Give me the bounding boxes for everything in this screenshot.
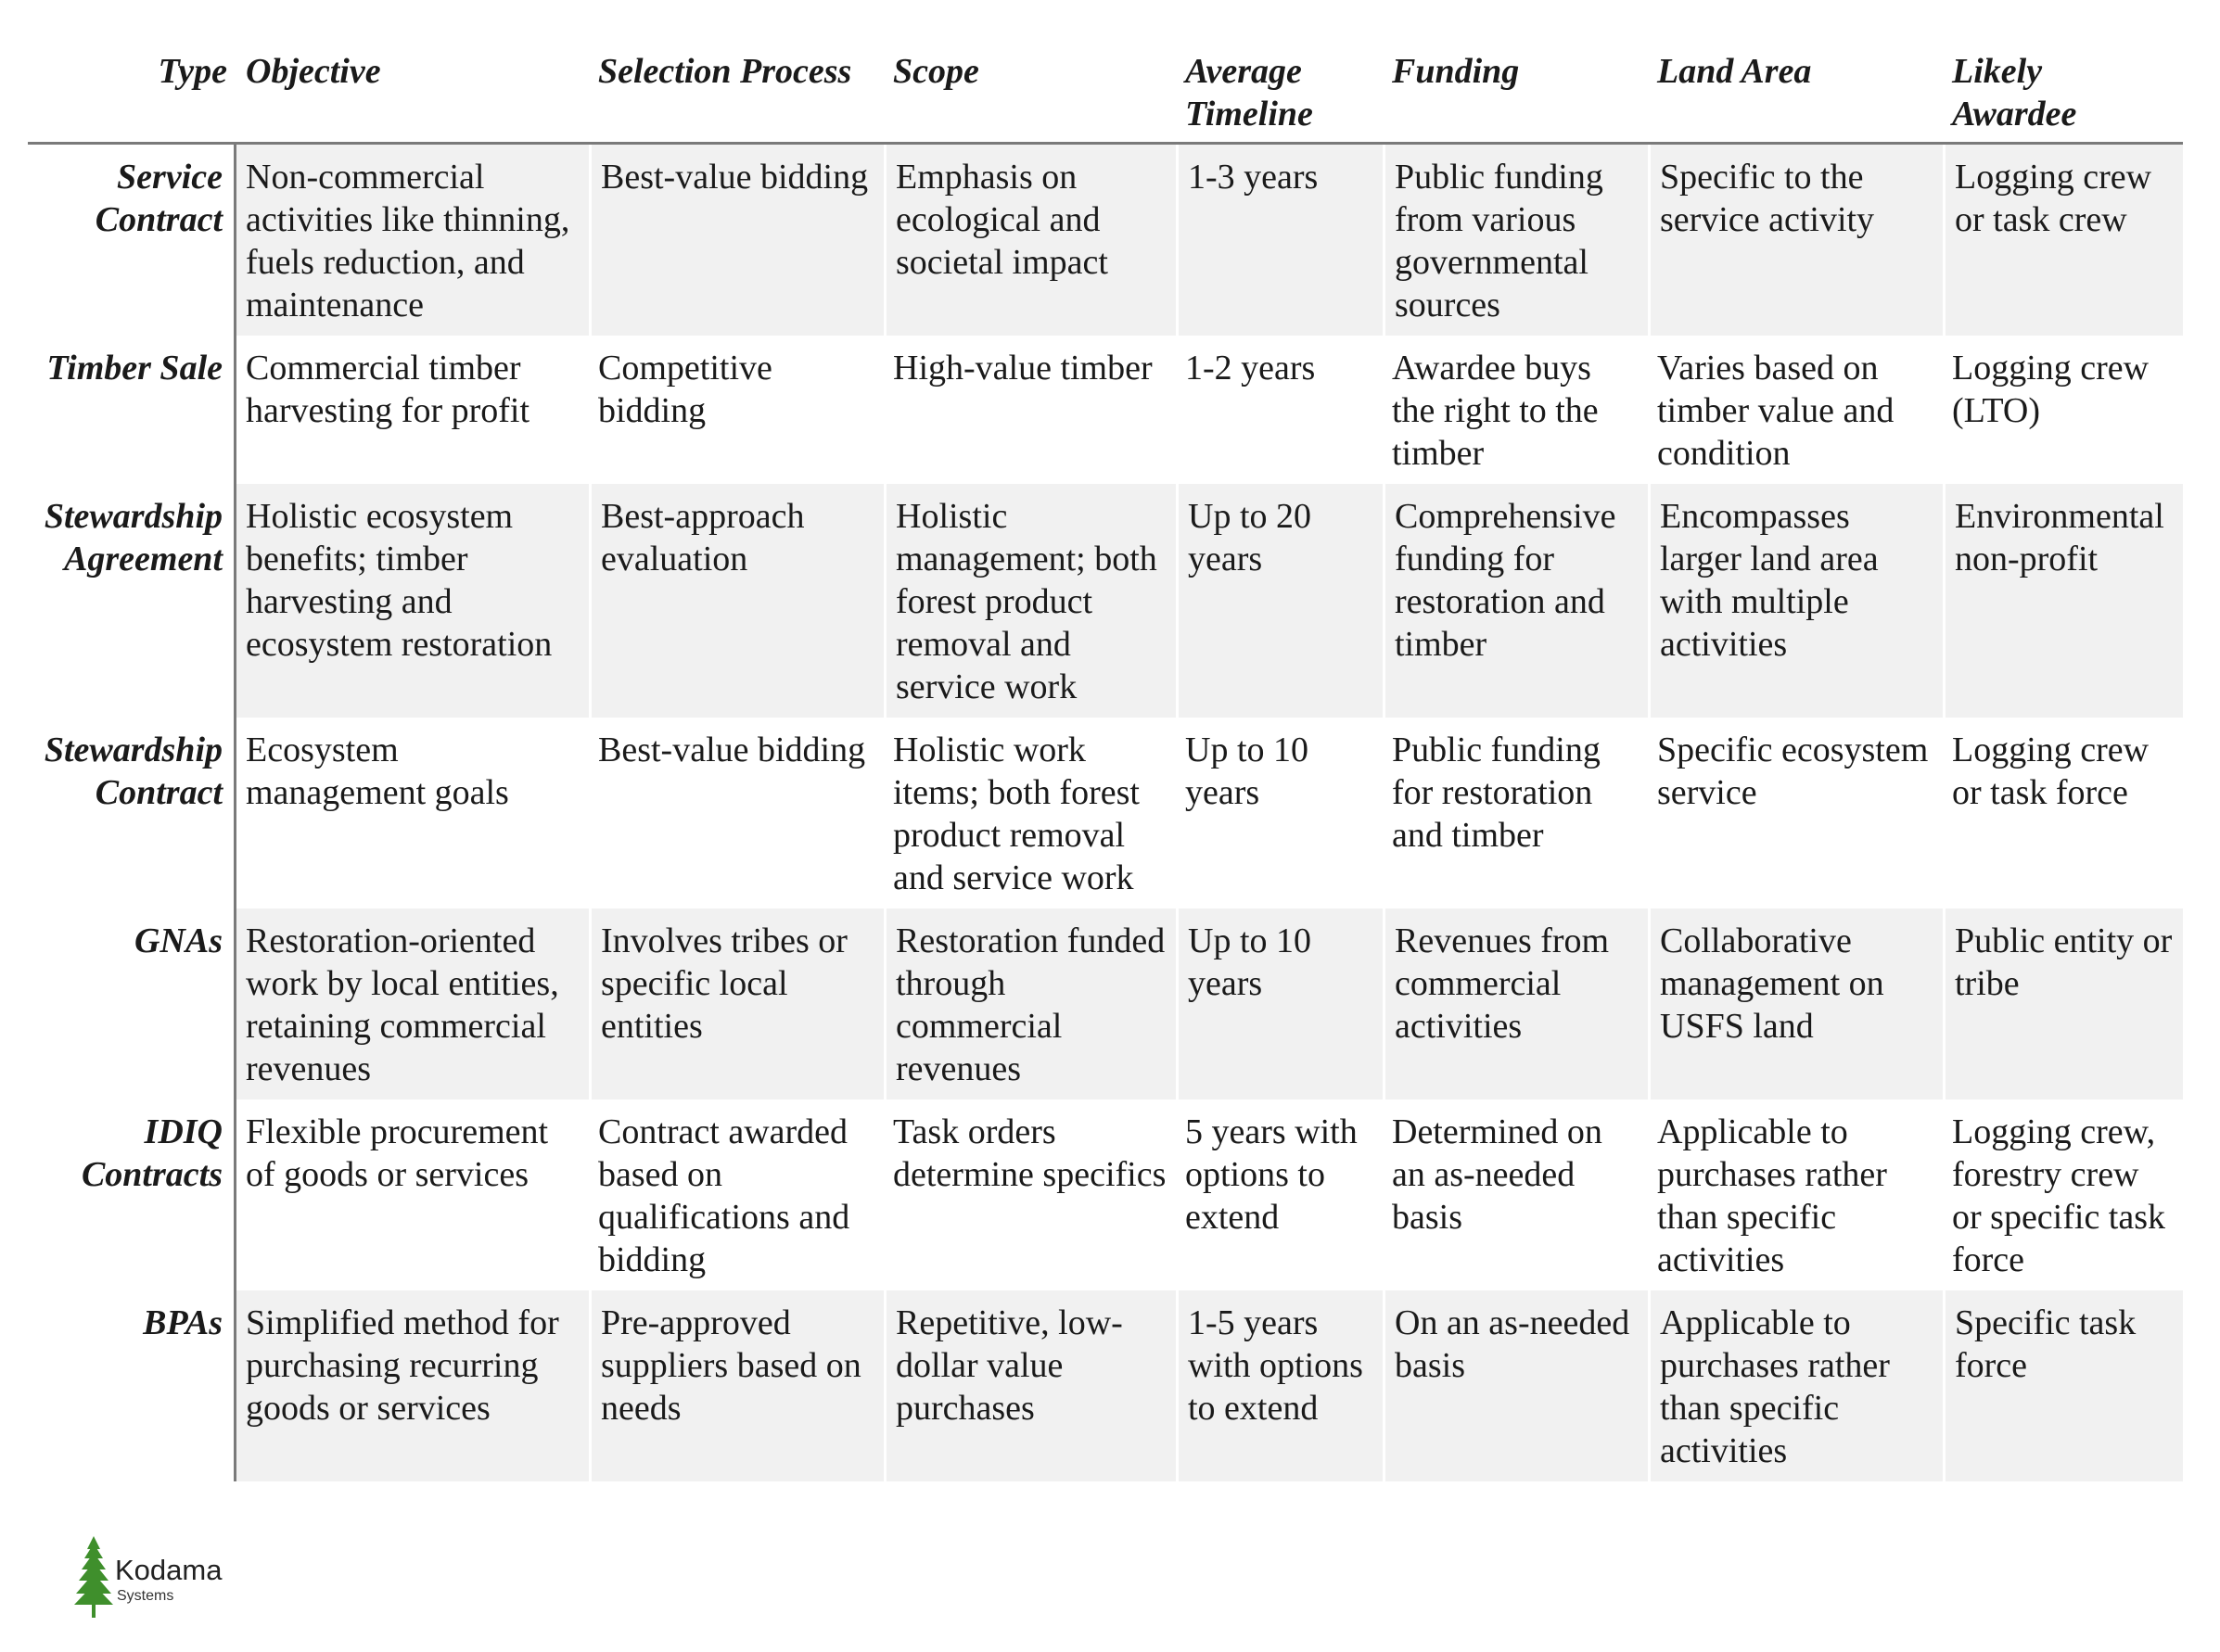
cell-objective: Ecosystem management goals bbox=[236, 718, 589, 909]
cell-selection-process: Pre-approved suppliers based on needs bbox=[589, 1290, 884, 1481]
header-scope: Scope bbox=[884, 44, 1176, 145]
cell-land-area: Specific ecosystem service bbox=[1648, 718, 1943, 909]
cell-average-timeline: Up to 20 years bbox=[1176, 484, 1383, 718]
cell-land-area: Specific to the service activity bbox=[1648, 145, 1943, 336]
row-type: GNAs bbox=[28, 909, 236, 1099]
cell-average-timeline: 1-5 years with options to extend bbox=[1176, 1290, 1383, 1481]
cell-likely-awardee: Logging crew (LTO) bbox=[1943, 336, 2183, 484]
cell-likely-awardee: Public entity or tribe bbox=[1943, 909, 2183, 1099]
table-row bbox=[28, 1099, 2183, 1290]
header-average-timeline: Average Timeline bbox=[1176, 44, 1383, 145]
cell-objective: Restoration-oriented work by local entities, retaining commercial revenues bbox=[236, 909, 589, 1099]
row-type: IDIQ Contracts bbox=[28, 1099, 236, 1290]
cell-scope: Holistic work items; both forest product removal and service work bbox=[884, 718, 1176, 909]
table-row bbox=[28, 484, 2183, 718]
cell-funding: Public funding from various governmental sources bbox=[1383, 145, 1648, 336]
header-row bbox=[28, 44, 2183, 145]
cell-scope: High-value timber bbox=[884, 336, 1176, 484]
cell-scope: Repetitive, low-dollar value purchases bbox=[884, 1290, 1176, 1481]
cell-land-area: Applicable to purchases rather than specific activities bbox=[1648, 1099, 1943, 1290]
cell-selection-process: Competitive bidding bbox=[589, 336, 884, 484]
row-type: Service Contract bbox=[28, 145, 236, 336]
cell-funding: On an as-needed basis bbox=[1383, 1290, 1648, 1481]
cell-scope: Restoration funded through commercial revenues bbox=[884, 909, 1176, 1099]
cell-funding: Awardee buys the right to the timber bbox=[1383, 336, 1648, 484]
row-type: BPAs bbox=[28, 1290, 236, 1481]
cell-funding: Public funding for restoration and timber bbox=[1383, 718, 1648, 909]
cell-funding: Determined on an as-needed basis bbox=[1383, 1099, 1648, 1290]
header-land-area: Land Area bbox=[1648, 44, 1943, 145]
cell-objective: Holistic ecosystem benefits; timber harvesting and ecosystem restoration bbox=[236, 484, 589, 718]
cell-land-area: Encompasses larger land area with multiple activities bbox=[1648, 484, 1943, 718]
table-row bbox=[28, 1290, 2183, 1481]
cell-land-area: Collaborative management on USFS land bbox=[1648, 909, 1943, 1099]
cell-average-timeline: 1-3 years bbox=[1176, 145, 1383, 336]
cell-average-timeline: 5 years with options to extend bbox=[1176, 1099, 1383, 1290]
table-row bbox=[28, 145, 2183, 336]
cell-objective: Non-commercial activities like thinning, fuels reduction, and maintenance bbox=[236, 145, 589, 336]
cell-selection-process: Contract awarded based on qualifications and bidding bbox=[589, 1099, 884, 1290]
cell-likely-awardee: Logging crew, forestry crew or specific task force bbox=[1943, 1099, 2183, 1290]
table-row bbox=[28, 718, 2183, 909]
logo-brand-name: Kodama bbox=[115, 1554, 223, 1586]
header-selection-process: Selection Process bbox=[589, 44, 884, 145]
logo-brand-subtitle: Systems bbox=[117, 1588, 174, 1604]
agreement-comparison-table bbox=[28, 44, 2183, 1481]
cell-objective: Simplified method for purchasing recurring goods or services bbox=[236, 1290, 589, 1481]
table-row bbox=[28, 909, 2183, 1099]
cell-likely-awardee: Logging crew or task crew bbox=[1943, 145, 2183, 336]
cell-average-timeline: 1-2 years bbox=[1176, 336, 1383, 484]
cell-scope: Emphasis on ecological and societal impact bbox=[884, 145, 1176, 336]
cell-selection-process: Best-approach evaluation bbox=[589, 484, 884, 718]
cell-funding: Revenues from commercial activities bbox=[1383, 909, 1648, 1099]
cell-land-area: Varies based on timber value and condition bbox=[1648, 336, 1943, 484]
row-type: Stewardship Agreement bbox=[28, 484, 236, 718]
cell-selection-process: Best-value bidding bbox=[589, 145, 884, 336]
table-row bbox=[28, 336, 2183, 484]
header-funding: Funding bbox=[1383, 44, 1648, 145]
cell-objective: Flexible procurement of goods or services bbox=[236, 1099, 589, 1290]
cell-likely-awardee: Logging crew or task force bbox=[1943, 718, 2183, 909]
cell-average-timeline: Up to 10 years bbox=[1176, 718, 1383, 909]
cell-funding: Comprehensive funding for restoration and timber bbox=[1383, 484, 1648, 718]
header-likely-awardee: Likely Awardee bbox=[1943, 44, 2183, 145]
row-type: Timber Sale bbox=[28, 336, 236, 484]
comparison-table-container bbox=[28, 44, 2183, 1481]
cell-selection-process: Involves tribes or specific local entities bbox=[589, 909, 884, 1099]
header-objective: Objective bbox=[236, 44, 589, 145]
header-type: Type bbox=[28, 44, 236, 145]
cell-scope: Holistic management; both forest product removal and service work bbox=[884, 484, 1176, 718]
kodama-logo bbox=[74, 1534, 260, 1627]
cell-selection-process: Best-value bidding bbox=[589, 718, 884, 909]
cell-likely-awardee: Specific task force bbox=[1943, 1290, 2183, 1481]
cell-average-timeline: Up to 10 years bbox=[1176, 909, 1383, 1099]
cell-likely-awardee: Environmental non-profit bbox=[1943, 484, 2183, 718]
pine-tree-icon bbox=[74, 1534, 113, 1620]
cell-land-area: Applicable to purchases rather than specific activities bbox=[1648, 1290, 1943, 1481]
row-type: Stewardship Contract bbox=[28, 718, 236, 909]
cell-scope: Task orders determine specifics bbox=[884, 1099, 1176, 1290]
cell-objective: Commercial timber harvesting for profit bbox=[236, 336, 589, 484]
